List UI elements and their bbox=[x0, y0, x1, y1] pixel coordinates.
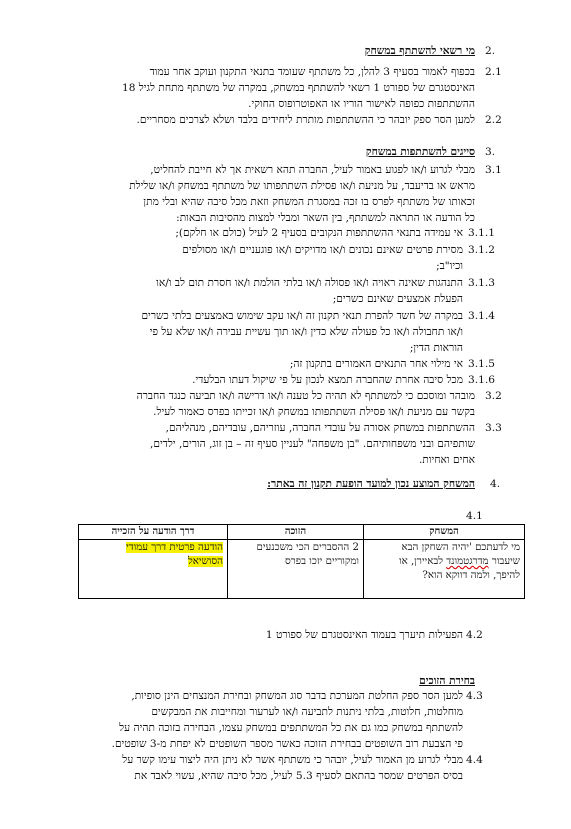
section-number: 3. bbox=[485, 146, 496, 158]
paragraph-line: אי מילוי אחר התנאים האמורים בתקנון זה; bbox=[289, 358, 463, 370]
highlighted-text: הודעה פרטית דרך עמודי bbox=[126, 542, 223, 553]
subclause-number: 3.1.3 bbox=[468, 277, 495, 289]
highlighted-text: הסושיאל bbox=[187, 556, 223, 567]
clause-number: 3.3 bbox=[485, 422, 502, 434]
paragraph-line: האינסטגרם של ספורט 1 רשאי להשתתף במשחק, במקרה של משתתף מתחת לגיל 18 bbox=[121, 82, 475, 94]
paragraph-line: מראש או בדיעבד, על מניעת ו/או פסילת השתתפותו של משתתף במשחק ו/או שלילת bbox=[129, 180, 475, 192]
paragraph-line: להשתתף במשחק כמו גם את כל המשתתפים במשחק עצמו, הבחירה בזוכה תהיה על bbox=[119, 722, 463, 734]
paragraph-line: מוחלטות, חלוטות, בלתי ניתנות לתביעה ו/או לערעור ומחייבות את המבקשים bbox=[151, 706, 463, 718]
cell-line: להיפך, ולמה דווקא הוא? bbox=[422, 570, 520, 581]
paragraph-line: אחים ואחיות. bbox=[418, 454, 475, 466]
clause-number: 4.4 bbox=[466, 754, 483, 766]
notify-cell bbox=[79, 540, 228, 599]
section-title: מי רשאי להשתתף במשחק bbox=[364, 45, 475, 57]
game-cell bbox=[364, 540, 525, 599]
paragraph-line: בכפוף לאמור בסעיף 3 להלן, כל משתתף שעומד בתנאי התקנון ועוקב אחר עמוד bbox=[149, 66, 475, 78]
paragraph-line: במקרה של חשד להפרת תנאי תקנון זה ו/או עקב שימוש באמצעים בלתי כשרים bbox=[141, 310, 463, 322]
section-number: 4. bbox=[490, 478, 501, 490]
cell-text: שיעבור bbox=[488, 556, 520, 567]
table-header-row bbox=[79, 525, 525, 540]
section-title: המשחק המוצע נכון למועד הופעת תקנון זה באתר: bbox=[267, 478, 475, 490]
paragraph-line: מכל סיבה אחרת שהחברה תמצא לנכון על פי שיקול דעתו הבלעדי. bbox=[192, 374, 463, 386]
paragraph-line: למען הסר ספק החלטת המערכת בדבר סוג המשחק ובחירת המנצחים הינן סופיות, bbox=[131, 690, 463, 702]
paragraph-line: ההשתתפות במשחק אסורה על עובדי החברה, עוזריהם, עובדיהם, מנהליהם, bbox=[165, 422, 475, 434]
paragraph-line: אי עמידה בתנאי ההשתתפות הנקובים בסעיף 2 לעיל (כולם או חלקם); bbox=[175, 227, 463, 239]
clause-number: 4.2 bbox=[466, 629, 483, 641]
paragraph-line: ההשתתפות כפופה לאישור הוריו או האפוטרופוס החוקי. bbox=[248, 98, 475, 110]
paragraph-line: מובהר ומוסכם כי למשתתף לא תהיה כל טענה ו/או דרישה ו/או תביעה כנגד החברה bbox=[136, 390, 475, 402]
section-number: 2. bbox=[485, 45, 496, 57]
paragraph-line: מסירת פרטים שאינם נכונים ו/או מדויקים ו/או פוגעניים ו/או מסולפים bbox=[182, 244, 463, 256]
paragraph-line: ו/או תחבולה ו/או כל פעולה שלא כדין ו/או תוך עשיית עבירה ו/או שלא על פי bbox=[149, 326, 463, 338]
paragraph-line: הפעלת אמצעים שאינם כשרים; bbox=[332, 293, 463, 305]
clause-number: 2.1 bbox=[485, 66, 502, 78]
winner-cell bbox=[228, 540, 364, 599]
paragraph-line: כל הודעה או התראה למשתתף, בין השאר ומבלי למצות מהסיבות הבאות: bbox=[176, 212, 475, 224]
paragraph-line: זכאותו של משתתף לפרס בו זכה במסגרת המשחק וזאת מכל סיבה שהיא ובלי מתן bbox=[143, 196, 475, 208]
table-header: המשחק bbox=[364, 525, 525, 540]
table-header: הזוכה bbox=[228, 525, 364, 540]
paragraph-line: מבלי לגרוע ו/או לפגוע באמור לעיל, החברה תהא רשאית אך לא חייבת להחליט, bbox=[150, 164, 475, 176]
paragraph-line: הוראות הדין; bbox=[409, 342, 463, 354]
clause-number: 2.2 bbox=[485, 114, 502, 126]
clause-number: 4.3 bbox=[466, 690, 483, 702]
cell-line: ומקוריים יזכו בפרס bbox=[284, 556, 359, 567]
cell-text: לבאיירן, או bbox=[399, 556, 447, 567]
paragraph-line: מבלי לגרוע מן האמור לעיל, יובהר כי משתתף אשר לא ניתן היה ליצור עימו קשר על bbox=[122, 754, 463, 766]
subclause-number: 3.1.5 bbox=[468, 358, 495, 370]
paragraph-line: וכיו"ב; bbox=[436, 260, 463, 272]
cell-line: 2 ההסברים הכי משכנעים bbox=[256, 542, 359, 553]
cell-line: מי לדעתכם 'יהיה השחקן הבא bbox=[401, 542, 520, 553]
game-table bbox=[78, 524, 525, 599]
clause-number: 3.2 bbox=[485, 390, 502, 402]
paragraph-line: למען הסר ספק יובהר כי ההשתתפות מותרת ליחידים בלבד ושלא לצרכים מסחריים. bbox=[136, 114, 475, 126]
paragraph-line: הפעילות תיערך בעמוד האינסטגרם של ספורט 1 bbox=[265, 629, 463, 641]
table-header: דרך הודעה על הזכייה bbox=[79, 525, 228, 540]
misspelled-word: מדרגטמונד bbox=[446, 556, 489, 567]
subclause-number: 3.1.1 bbox=[468, 227, 495, 239]
table-row bbox=[79, 540, 525, 599]
paragraph-line: פי הצבעת רוב השופטים בבחירת הזוכה כאשר מספר השופטים לא יפחת מ-3 שופטים. bbox=[111, 738, 463, 750]
subclause-number: 3.1.6 bbox=[468, 374, 495, 386]
paragraph-line: בסיס הפרטים שמסר בהתאם לסעיף 5.3 לעיל, מכל סיבה שהיא, עשוי לאבד את bbox=[134, 770, 463, 782]
paragraph-line: שותפיהם ובני משפחותיהם. "בן משפחה" לעניין סעיף זה – בן זוג, הורים, ילדים, bbox=[150, 438, 475, 450]
clause-number: 3.1 bbox=[485, 164, 502, 176]
clause-number: 4.1 bbox=[466, 510, 483, 522]
section-title: סייגים להשתתפות במשחק bbox=[365, 146, 475, 158]
paragraph-line: בקשר עם מניעת ו/או פסילת השתתפותו במשחק ו/או זכייתו בפרס כאמור לעיל. bbox=[153, 406, 475, 418]
cell-line bbox=[368, 555, 520, 569]
subclause-number: 3.1.2 bbox=[468, 244, 495, 256]
section-title: בחירת הזוכים bbox=[419, 675, 475, 687]
paragraph-line: התנהגות שאינה ראויה ו/או פסולה ו/או בלתי הולמת ו/או חסרת תום לב ו/או bbox=[156, 277, 463, 289]
subclause-number: 3.1.4 bbox=[468, 310, 495, 322]
